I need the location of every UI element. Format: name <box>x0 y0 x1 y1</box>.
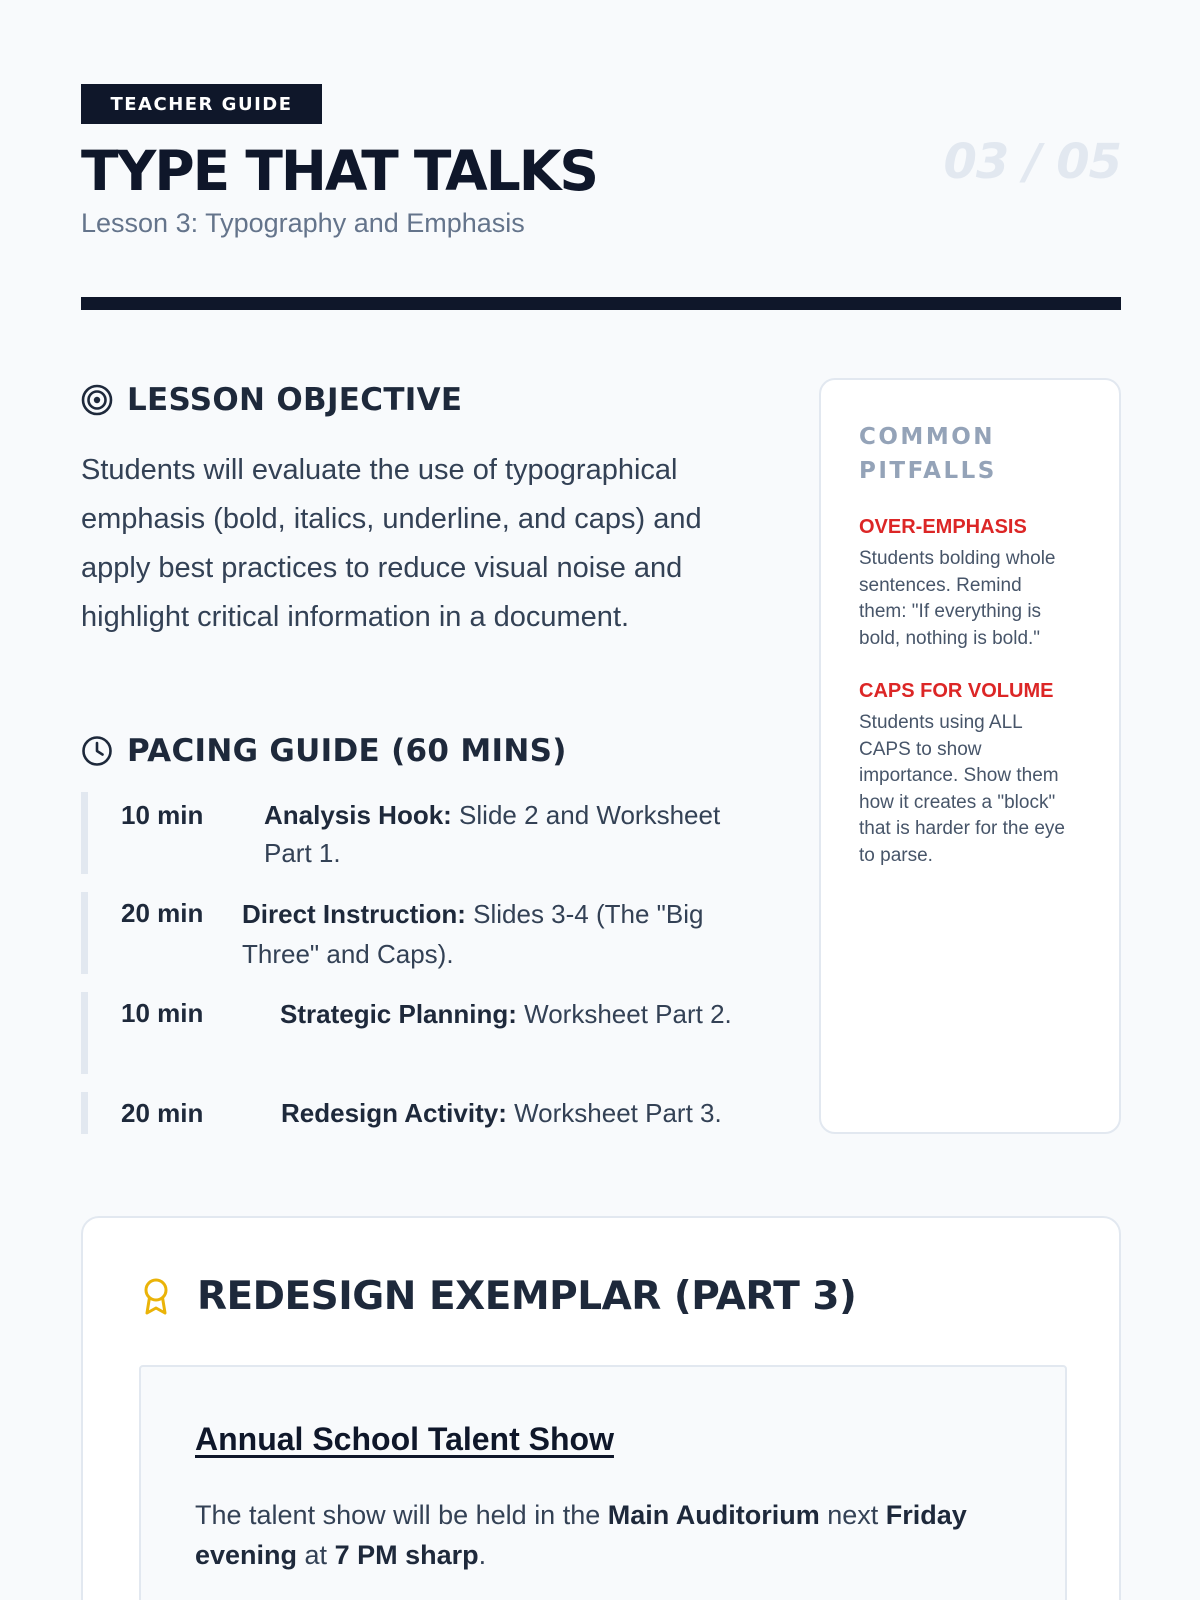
header-divider <box>81 297 1121 310</box>
teacher-guide-page <box>81 0 1121 1600</box>
exemplar-document <box>139 1365 1067 1600</box>
pacing-text: Slides 3-4 (The "Big Three" and Caps). <box>242 899 704 969</box>
target-icon <box>81 384 113 416</box>
pacing-label: Redesign Activity: <box>281 1098 507 1128</box>
pacing-description <box>242 894 742 974</box>
pacing-guide-label: PACING GUIDE (60 MINS) <box>127 733 567 769</box>
pacing-text: Worksheet Part 3. <box>506 1098 722 1128</box>
doc-emphasis: Main Auditorium <box>607 1500 820 1530</box>
pitfall-heading: OVER-EMPHASIS <box>859 516 1027 538</box>
common-pitfalls-card <box>819 378 1121 1134</box>
doc-emphasis: 7 PM sharp <box>334 1540 479 1570</box>
exemplar-document-text <box>195 1495 1015 1575</box>
page-number: 03 / 05 <box>943 134 1121 190</box>
pacing-text: Slide 2 and Worksheet Part 1. <box>264 800 721 868</box>
lesson-objective-label: LESSON OBJECTIVE <box>127 382 463 418</box>
lesson-objective-text: Students will evaluate the use of typographical emphasis (bold, italics, underline, and caps) and apply best practices to reduce visual noise and highlight critical information in a document. <box>81 454 702 633</box>
pacing-description <box>281 1094 761 1132</box>
pacing-time: 20 min <box>121 898 204 928</box>
pacing-item <box>81 1092 761 1134</box>
lesson-objective-heading <box>81 380 462 420</box>
doc-emphasis: Friday evening <box>195 1500 967 1570</box>
exemplar-document-title: Annual School Talent Show <box>195 1421 614 1457</box>
doc-text-segment: . <box>478 1540 487 1570</box>
redesign-exemplar-label: REDESIGN EXEMPLAR (PART 3) <box>197 1274 857 1319</box>
doc-text-segment: at <box>297 1540 335 1570</box>
pitfall-text: Students bolding whole sentences. Remind them: "If everything is bold, nothing is bold." <box>859 548 1056 649</box>
pitfall-heading: CAPS FOR VOLUME <box>859 680 1054 702</box>
pitfall-item <box>859 678 1081 869</box>
pacing-label: Direct Instruction: <box>242 899 466 929</box>
pitfall-text: Students using ALL CAPS to show importance. Show them how it creates a "block" that is harder for the eye to parse. <box>859 712 1065 866</box>
page-title: TYPE THAT TALKS <box>81 139 597 203</box>
doc-text-segment: next <box>819 1500 886 1530</box>
pacing-item <box>81 792 761 874</box>
pacing-item <box>81 992 761 1074</box>
redesign-exemplar-heading <box>141 1274 856 1319</box>
lesson-subtitle: Lesson 3: Typography and Emphasis <box>81 208 525 238</box>
award-ribbon-icon <box>141 1277 171 1317</box>
pacing-guide-heading <box>81 731 567 771</box>
redesign-exemplar-card <box>81 1216 1121 1600</box>
pacing-time: 10 min <box>121 998 204 1028</box>
doc-text-segment: The talent show will be held in the <box>195 1500 608 1530</box>
clock-icon <box>81 735 113 767</box>
pacing-time: 20 min <box>121 1098 204 1128</box>
teacher-guide-badge: TEACHER GUIDE <box>81 84 322 124</box>
pacing-description <box>264 796 764 872</box>
pacing-label: Analysis Hook: <box>264 800 452 830</box>
pacing-label: Strategic Planning: <box>280 999 517 1029</box>
pitfalls-title: COMMON PITFALLS <box>859 424 997 484</box>
pitfall-item <box>859 514 1081 652</box>
pacing-item <box>81 892 761 974</box>
pacing-text: Worksheet Part 2. <box>516 999 732 1029</box>
pacing-description <box>280 994 750 1034</box>
pacing-time: 10 min <box>121 800 204 830</box>
